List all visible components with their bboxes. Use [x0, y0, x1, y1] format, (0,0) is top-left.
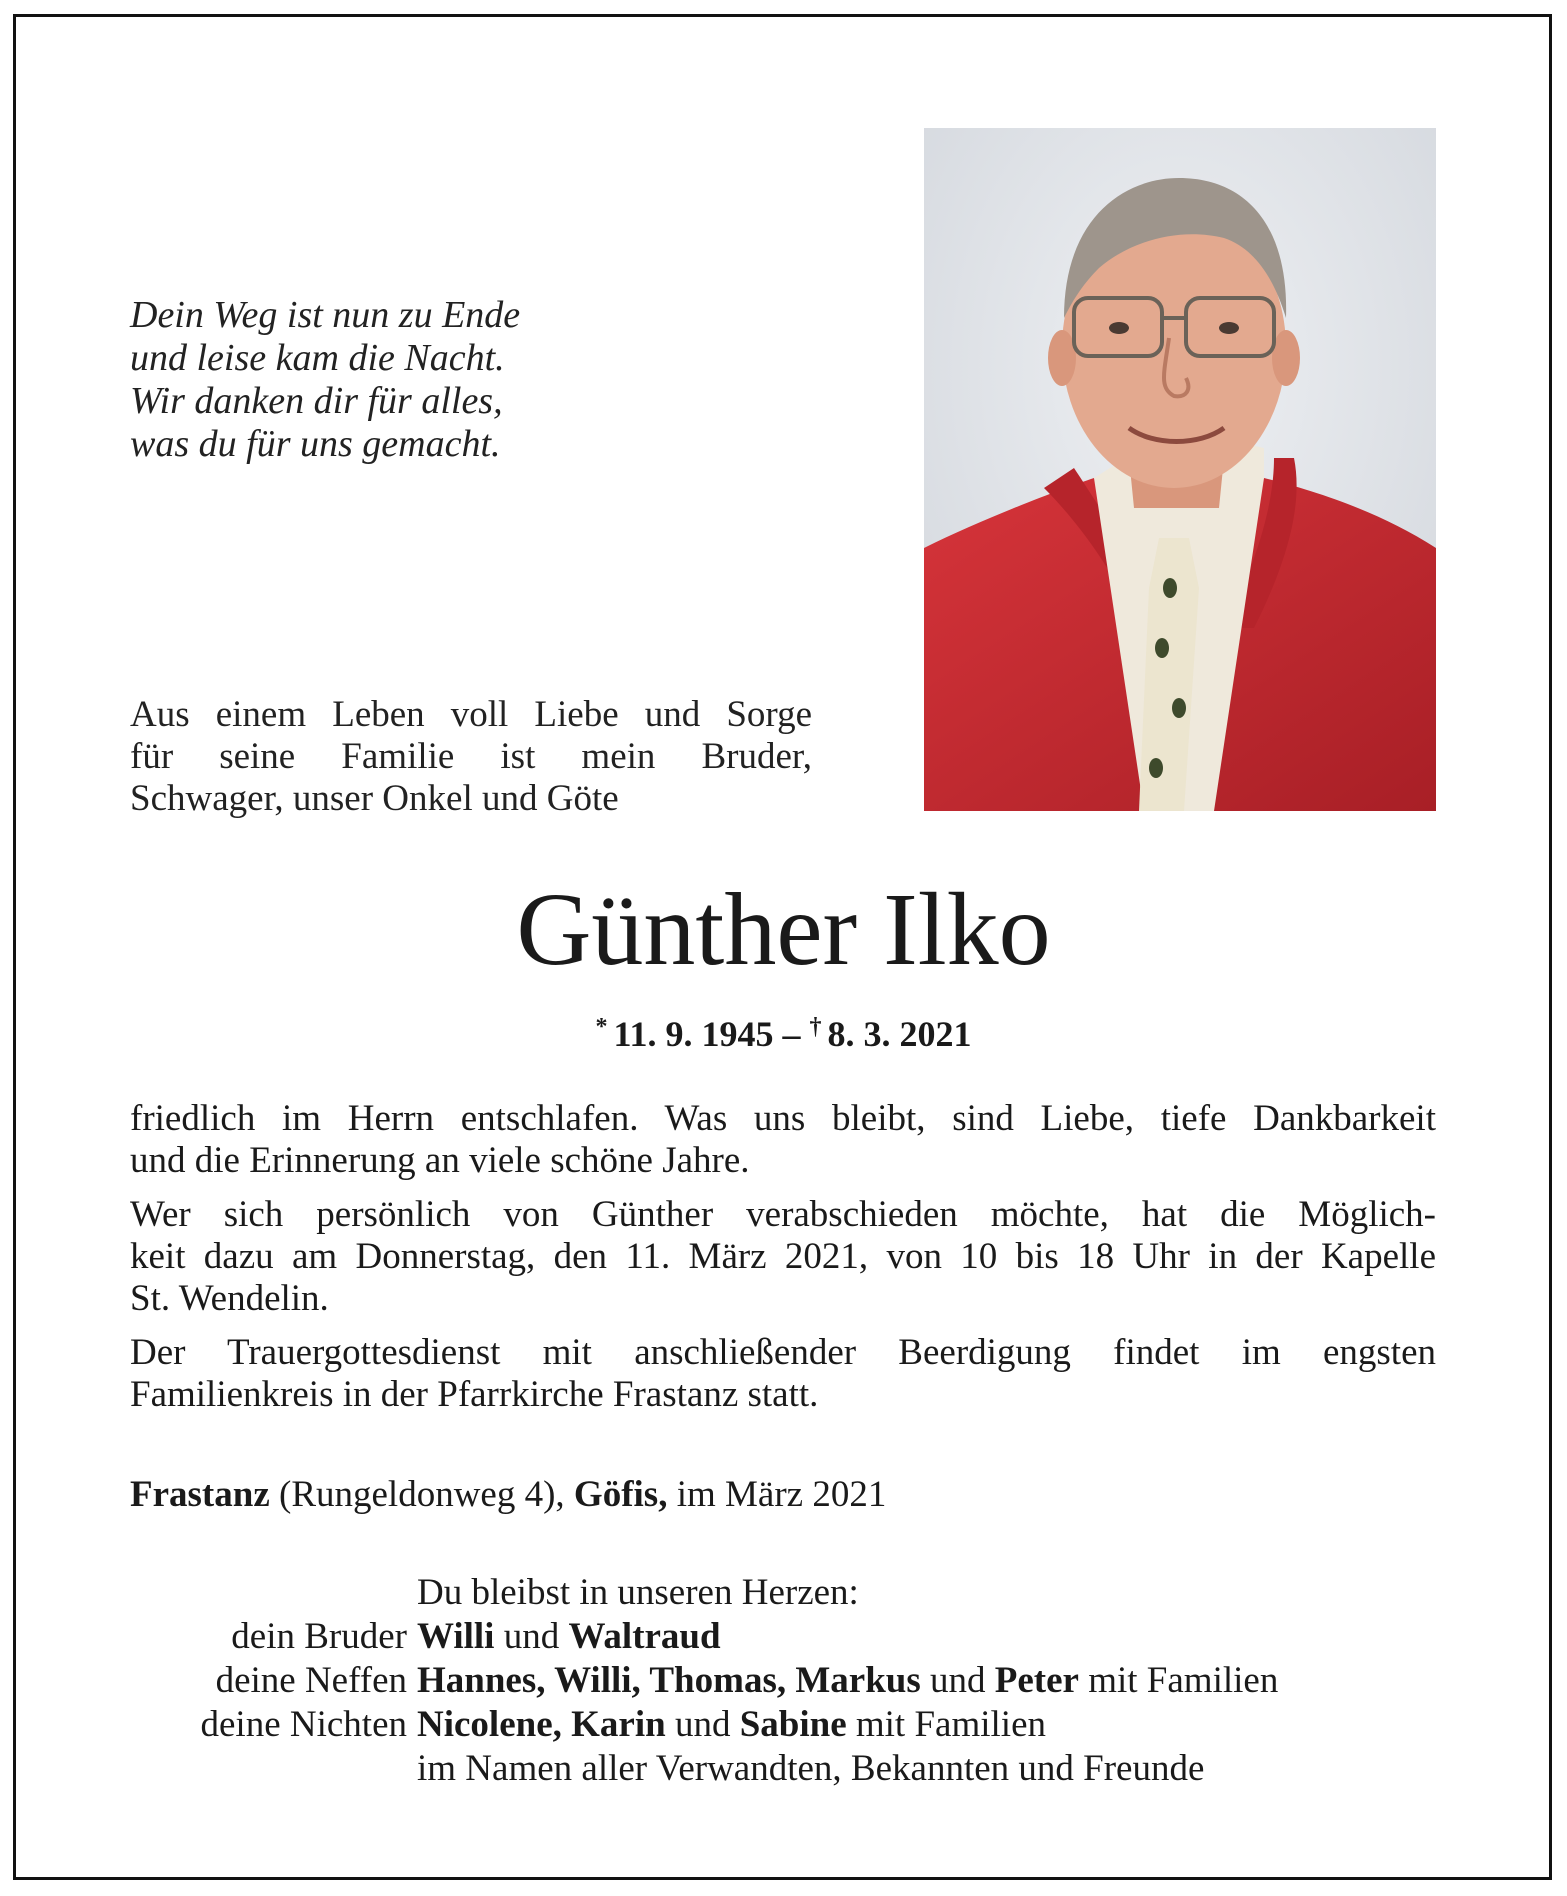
mourner-name: Sabine: [739, 1704, 847, 1745]
intro-line: Aus einem Leben voll Liebe und Sorge: [130, 694, 812, 735]
paragraph: [130, 1332, 1436, 1416]
paragraph-line: keit dazu am Donnerstag, den 11. März 2021, von 10 bis 18 Uhr in der Kapelle: [130, 1236, 1436, 1277]
mourner-name: Hannes, Willi, Thomas, Markus: [417, 1660, 921, 1701]
mourners-heading-row: [130, 1571, 1436, 1615]
relation-label: deine Nichten: [200, 1704, 407, 1745]
death-mark: †: [809, 1014, 822, 1040]
announcement-body: [130, 1098, 1436, 1428]
mourners-closing: im Namen aller Verwandten, Bekannten und Freunde: [417, 1748, 1205, 1789]
birth-date: 11. 9. 1945: [613, 1014, 774, 1054]
paragraph-line: und die Erinnerung an viele schöne Jahre.: [130, 1140, 750, 1181]
life-dates: [0, 1005, 1567, 1056]
place-and-date: [130, 1473, 886, 1517]
mourner-name: Nicolene, Karin: [417, 1704, 666, 1745]
mourner-row-nephews: deine Neffen Hannes, Willi, Thomas, Markus und Peter mit Familien: [130, 1659, 1436, 1703]
mourner-row-brother: dein Bruder Willi und Waltraud: [130, 1615, 1436, 1659]
date-separator: –: [782, 1014, 801, 1054]
mourner-row-nieces: deine Nichten Nicolene, Karin und Sabine mit Familien: [130, 1703, 1436, 1747]
relation-label: deine Neffen: [215, 1660, 407, 1701]
mourners-list: [130, 1571, 1436, 1791]
town-frastanz: Frastanz: [130, 1474, 270, 1515]
poem-line: und leise kam die Nacht.: [130, 337, 505, 379]
town-goefis: Göfis,: [573, 1474, 668, 1515]
intro-line: für seine Familie ist mein Bruder,: [130, 736, 812, 777]
poem: [130, 294, 520, 466]
mourners-heading: Du bleibst in unseren Herzen:: [417, 1572, 859, 1613]
portrait-photo: [924, 128, 1436, 811]
poem-line: was du für uns gemacht.: [130, 423, 501, 465]
poem-line: Dein Weg ist nun zu Ende: [130, 294, 521, 336]
intro-text: [130, 694, 812, 820]
mourner-name: Willi: [417, 1616, 495, 1657]
portrait-photo-icon: [924, 128, 1436, 811]
poem-line: Wir danken dir für alles,: [130, 380, 503, 422]
relation-label: dein Bruder: [231, 1616, 407, 1657]
paragraph-line: Familienkreis in der Pfarrkirche Frastanz statt.: [130, 1374, 819, 1415]
deceased-name: Günther Ilko: [516, 872, 1051, 987]
address: (Rungeldonweg 4),: [279, 1474, 565, 1515]
paragraph-line: St. Wendelin.: [130, 1278, 329, 1319]
death-date: 8. 3. 2021: [827, 1014, 972, 1054]
intro-line: Schwager, unser Onkel und Göte: [130, 778, 619, 819]
paragraph: [130, 1098, 1436, 1182]
month-date: im März 2021: [676, 1474, 887, 1515]
mourner-name: Peter: [994, 1660, 1079, 1701]
mourners-closing-row: [130, 1747, 1436, 1791]
paragraph-line: Der Trauergottesdienst mit anschließender Beerdigung findet im engsten: [130, 1332, 1436, 1373]
birth-mark: *: [595, 1014, 608, 1040]
mourner-name: Waltraud: [568, 1616, 721, 1657]
paragraph-line: friedlich im Herrn entschlafen. Was uns bleibt, sind Liebe, tiefe Dankbarkeit: [130, 1098, 1436, 1139]
paragraph: [130, 1194, 1436, 1320]
paragraph-line: Wer sich persönlich von Günther verabschieden möchte, hat die Möglich-: [130, 1194, 1436, 1235]
